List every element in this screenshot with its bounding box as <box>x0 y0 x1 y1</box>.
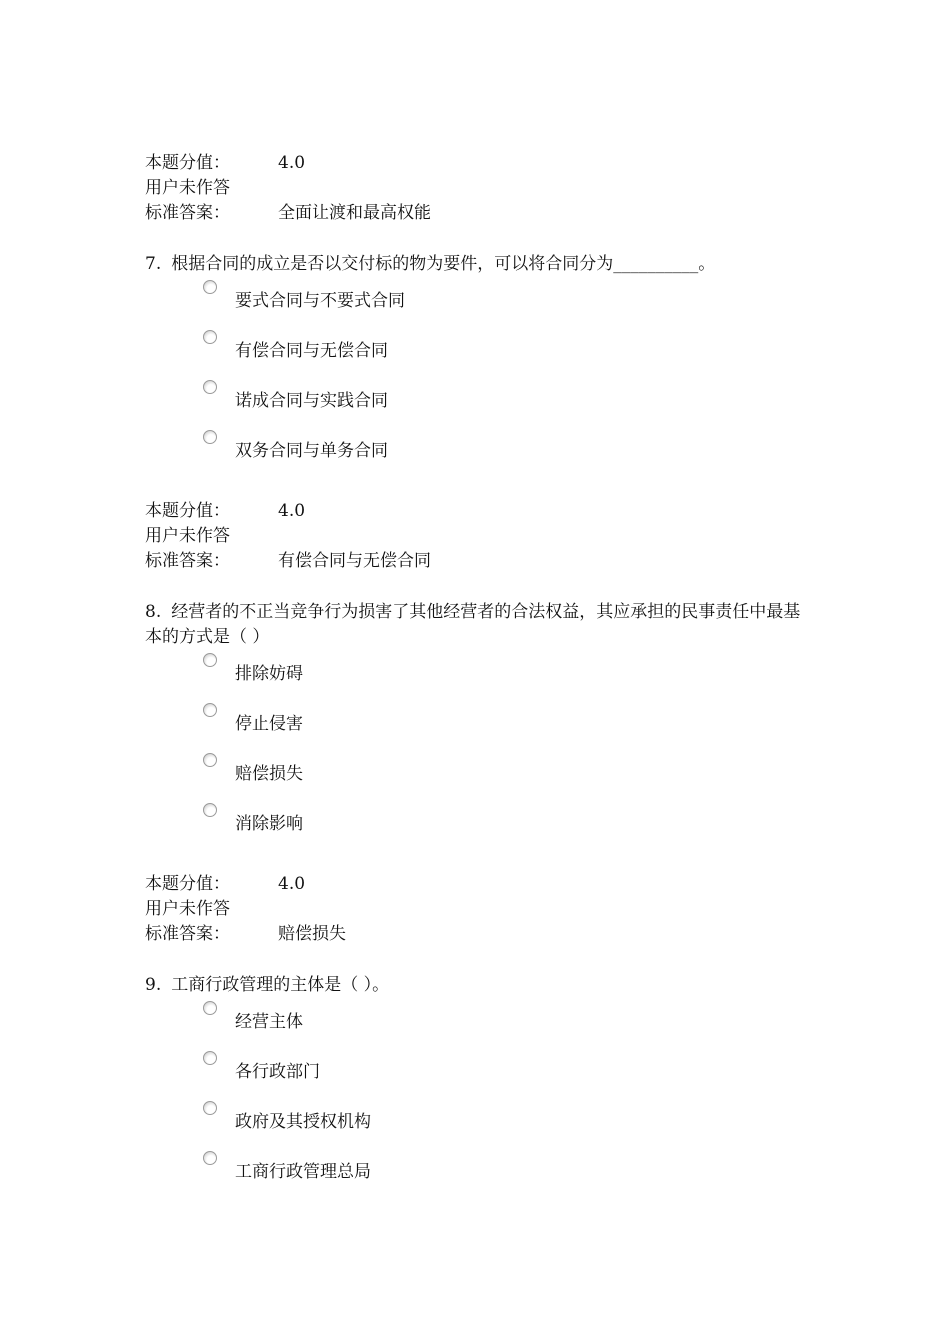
option-item[interactable] <box>203 1150 703 1200</box>
radio-button[interactable] <box>203 803 217 817</box>
score-value: 4.0 <box>278 874 306 894</box>
radio-button[interactable] <box>203 1101 217 1115</box>
status-text: 用户未作答 <box>145 899 230 919</box>
answer-label: 标准答案： <box>145 551 230 571</box>
option-label: 赔偿损失 <box>235 764 303 784</box>
option-item[interactable] <box>203 1000 703 1050</box>
question-number: 9. <box>145 975 162 995</box>
option-label: 各行政部门 <box>235 1062 320 1082</box>
option-label: 诺成合同与实践合同 <box>235 391 388 411</box>
option-item[interactable] <box>203 1100 703 1150</box>
answer-value: 赔偿损失 <box>278 924 346 944</box>
question-text: 经营者的不正当竞争行为损害了其他经营者的合法权益，其应承担的民事责任中最基本的方式是（ ） <box>145 602 801 647</box>
question-8-options <box>203 652 703 852</box>
question-8 <box>145 600 815 650</box>
score-row <box>145 151 845 176</box>
score-row <box>145 872 845 897</box>
option-label: 排除妨碍 <box>235 664 303 684</box>
standard-answer-row <box>145 201 845 226</box>
radio-button[interactable] <box>203 1001 217 1015</box>
option-label: 有偿合同与无偿合同 <box>235 341 388 361</box>
option-item[interactable] <box>203 279 703 329</box>
radio-button[interactable] <box>203 280 217 294</box>
answer-status <box>145 524 845 549</box>
radio-button[interactable] <box>203 1051 217 1065</box>
option-label: 消除影响 <box>235 814 303 834</box>
radio-button[interactable] <box>203 753 217 767</box>
question-9-options <box>203 1000 703 1200</box>
question-8-meta <box>145 872 845 947</box>
option-label: 双务合同与单务合同 <box>235 441 388 461</box>
option-item[interactable] <box>203 652 703 702</box>
standard-answer-row <box>145 549 845 574</box>
score-row <box>145 499 845 524</box>
status-text: 用户未作答 <box>145 178 230 198</box>
score-label: 本题分值： <box>145 874 230 894</box>
radio-button[interactable] <box>203 653 217 667</box>
answer-value: 有偿合同与无偿合同 <box>278 551 431 571</box>
answer-value: 全面让渡和最高权能 <box>278 203 431 223</box>
option-label: 工商行政管理总局 <box>235 1162 371 1182</box>
answer-status <box>145 176 845 201</box>
option-item[interactable] <box>203 1050 703 1100</box>
option-label: 要式合同与不要式合同 <box>235 291 405 311</box>
radio-button[interactable] <box>203 1151 217 1165</box>
question-number: 8. <box>145 602 162 622</box>
option-label: 经营主体 <box>235 1012 303 1032</box>
option-label: 停止侵害 <box>235 714 303 734</box>
question-7 <box>145 252 815 277</box>
option-label: 政府及其授权机构 <box>235 1112 371 1132</box>
option-item[interactable] <box>203 429 703 479</box>
question-text: 工商行政管理的主体是（ ）。 <box>171 975 390 995</box>
option-item[interactable] <box>203 329 703 379</box>
question-9 <box>145 973 815 998</box>
option-item[interactable] <box>203 379 703 429</box>
answer-label: 标准答案： <box>145 203 230 223</box>
score-value: 4.0 <box>278 501 306 521</box>
option-item[interactable] <box>203 702 703 752</box>
option-item[interactable] <box>203 752 703 802</box>
question-7-meta <box>145 499 845 574</box>
radio-button[interactable] <box>203 330 217 344</box>
question-number: 7. <box>145 254 162 274</box>
standard-answer-row <box>145 922 845 947</box>
radio-button[interactable] <box>203 380 217 394</box>
prev-question-meta <box>145 151 845 226</box>
score-value: 4.0 <box>278 153 306 173</box>
answer-status <box>145 897 845 922</box>
answer-label: 标准答案： <box>145 924 230 944</box>
status-text: 用户未作答 <box>145 526 230 546</box>
question-7-options <box>203 279 703 479</box>
option-item[interactable] <box>203 802 703 852</box>
score-label: 本题分值： <box>145 501 230 521</box>
radio-button[interactable] <box>203 703 217 717</box>
question-text: 根据合同的成立是否以交付标的物为要件，可以将合同分为__________。 <box>171 254 716 274</box>
score-label: 本题分值： <box>145 153 230 173</box>
radio-button[interactable] <box>203 430 217 444</box>
